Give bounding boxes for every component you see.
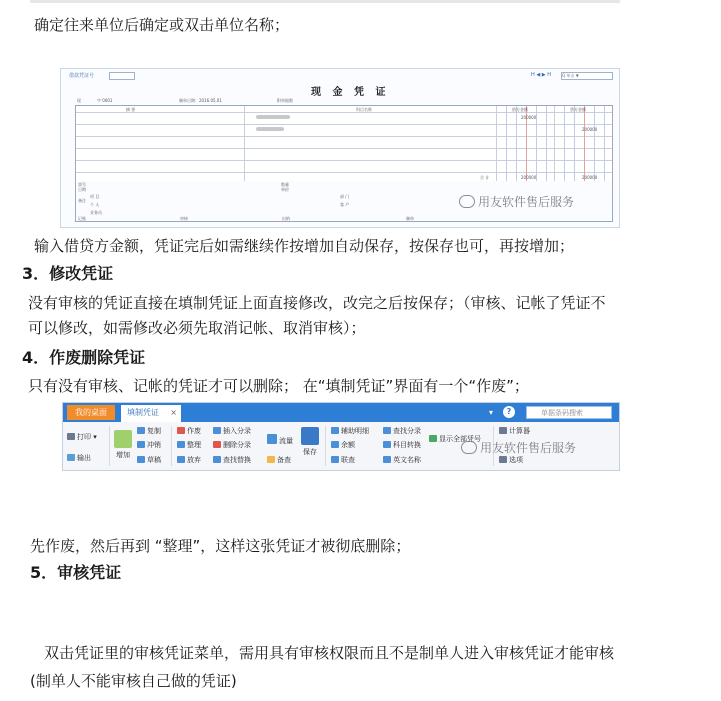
foot-customer: 客 户 [340,202,350,207]
col-debit: 借方金额 [512,107,528,112]
void-icon [177,427,185,434]
find-replace-icon [213,456,221,463]
paragraph-audit-1: 双击凭证里的审核凭证菜单，需用具有审核权限而且不是制单人进入审核凭证才能审核 [44,644,615,662]
tab-bar [63,403,619,422]
heading-audit-voucher: 5．审核凭证 [30,563,122,582]
void-button[interactable]: 作废 [177,426,201,436]
blurred-account-2 [256,127,284,131]
paragraph-enter-amounts: 输入借贷方金额，凭证完后如需继续作按增加自动保存，按保存也可，再按增加； [34,237,575,255]
link-icon [331,456,339,463]
copy-button[interactable]: 复制 [137,426,161,436]
foot-salesman: 业务员 [90,210,102,215]
delete-row-icon [213,441,221,448]
voucher-attachments: 附单据数 [277,98,293,103]
cash-flow-button[interactable]: 流量 [267,434,293,446]
subject-convert-button[interactable]: 科目转换 [383,440,421,450]
foot-bookkeeper: 记账 [78,216,86,221]
total-label: 合 计 [480,175,490,180]
row2-credit: 200000 [582,127,598,132]
tidy-icon [177,441,185,448]
find-entry-icon [383,427,391,434]
total-debit: 200000 [521,175,537,180]
voucher-type-label: 借款凭证号 [69,73,95,79]
find-entry-button[interactable]: 查找分录 [383,426,421,436]
blurred-account-1 [256,115,290,119]
heading-modify-voucher: 3．修改凭证 [22,264,114,283]
ribbon-screenshot [62,402,620,471]
add-button[interactable]: 增加 [113,430,133,460]
foot-date: 日期 [78,187,86,192]
aux-detail-icon [331,427,339,434]
memo-icon [267,456,275,463]
draft-button[interactable]: 草稿 [137,455,161,465]
insert-entry-button[interactable]: 插入分录 [213,426,251,436]
row1-debit: 200000 [521,115,537,120]
paragraph-modify-2: 可以修改，如需修改必须先取消记帐、取消审核）； [28,319,366,337]
heading-void-delete: 4．作废删除凭证 [22,348,146,367]
export-icon [67,454,75,461]
watermark-1: 用友软件售后服务 [459,193,574,210]
insert-row-icon [213,427,221,434]
col-credit: 贷方金额 [570,107,586,112]
foot-ticket-no: 票号 [78,182,86,187]
col-summary: 摘 要 [126,107,136,112]
voucher-type-box[interactable] [109,72,135,80]
list-icon [429,435,437,442]
paragraph-select-unit: 确定往来单位后确定或双击单位名称； [34,16,290,34]
chat-bubble-icon [459,195,475,208]
foot-remark: 备注 [78,198,86,203]
balance-icon [331,441,339,448]
foot-quantity: 数量 [281,182,289,187]
calculator-button[interactable]: 计算器 [499,426,530,436]
english-icon [383,456,391,463]
convert-icon [383,441,391,448]
flow-icon [267,434,277,444]
aux-detail-button[interactable]: 辅助明细 [331,426,369,436]
voucher-number: 字 0001 [97,98,113,103]
tab-fill-voucher[interactable]: 填制凭证 × [121,405,181,422]
print-button[interactable]: 打印 ▾ [67,432,97,442]
foot-department: 部 门 [340,194,350,199]
output-button[interactable]: 输出 [67,453,91,463]
options-icon [499,456,507,463]
foot-preparer: 制单 [406,216,414,221]
draft-icon [137,456,145,463]
paragraph-void-delete: 只有没有审核、记帐的凭证才可以删除； 在“填制凭证”界面有一个“作废”； [28,377,529,395]
chat-bubble-icon [461,441,477,454]
tab-my-desktop[interactable]: 我的桌面 [67,405,115,420]
barcode-search-input[interactable]: 单据条码搜索 [526,406,612,419]
abandon-button[interactable]: 放弃 [177,455,201,465]
printer-icon [67,433,75,440]
foot-person: 个 人 [90,202,100,207]
voucher-date: 制单日期：2016.05.01 [179,98,222,103]
top-divider [30,0,620,3]
foot-price: 单价 [281,187,289,192]
options-button[interactable]: 选项 [499,455,523,465]
delete-entry-button[interactable]: 删除分录 [213,440,251,450]
paragraph-void-then-tidy: 先作废，然后再到 “整理”，这样这张凭证才被彻底删除； [30,537,411,555]
voucher-entry-grid[interactable] [75,105,613,183]
reverse-icon [137,441,145,448]
abandon-icon [177,456,185,463]
col-account: 科目名称 [356,107,372,112]
voucher-screenshot [60,68,620,228]
find-replace-button[interactable]: 查找替换 [213,455,251,465]
voucher-word: 现 [77,98,81,103]
english-name-button[interactable]: 英文名称 [383,455,421,465]
voucher-title: 现 金 凭 证 [311,87,390,98]
watermark-2: 用友软件售后服务 [461,439,576,456]
chevron-down-icon[interactable]: ▾ [489,408,494,417]
foot-cashier: 出纳 [282,216,290,221]
foot-project: 项 目 [90,194,100,199]
add-icon [114,430,132,448]
save-icon [301,427,319,445]
reverse-button[interactable]: 冲销 [137,440,161,450]
balance-button[interactable]: 余额 [331,440,355,450]
close-icon[interactable]: × [170,408,177,417]
voucher-nav-arrows[interactable]: H ◀ ▶ H [531,72,551,78]
save-button[interactable]: 保存 [299,427,321,457]
total-credit: 200000 [582,175,598,180]
memo-button[interactable]: 备查 [267,455,291,465]
paragraph-audit-2: (制单人不能审核自己做的凭证) [30,672,237,690]
foot-auditor: 审核 [180,216,188,221]
voucher-search-box[interactable]: Q 单击 ▼ [561,72,613,80]
paragraph-modify-1: 没有审核的凭证直接在填制凭证上面直接修改，改完之后按保存；（审核、记帐了凭证不 [28,294,606,312]
calculator-icon [499,427,507,434]
tidy-button[interactable]: 整理 [177,440,201,450]
link-query-button[interactable]: 联查 [331,455,355,465]
show-all-vouchers-button[interactable]: 显示全部凭号 [429,434,481,444]
copy-icon [137,427,145,434]
help-icon[interactable]: ? [503,406,515,418]
